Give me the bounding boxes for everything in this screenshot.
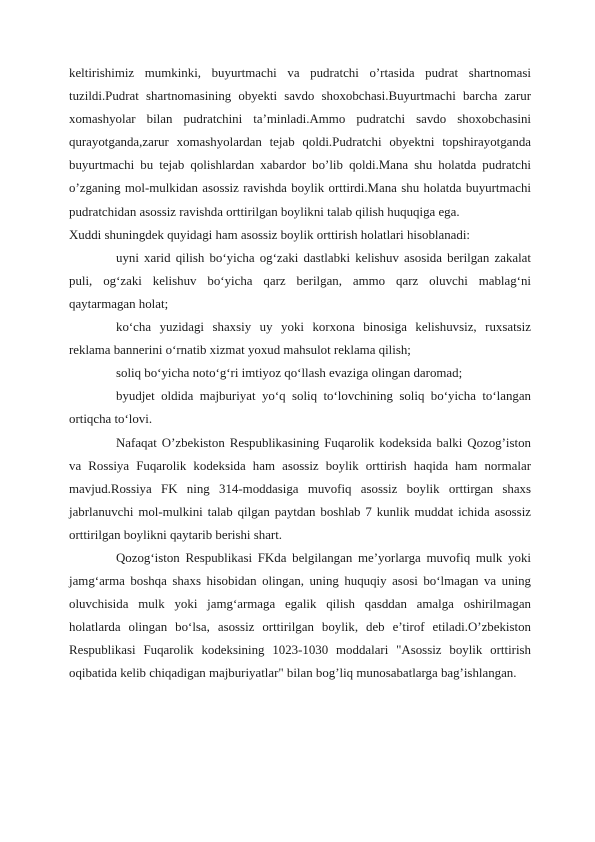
list-item-zakalat: uyni xarid qilish bo‘yicha og‘zaki dastlabki kelishuv asosida berilgan zakalat puli, og‘zaki kelishuv bo‘yicha qarz berilgan, ammo qarz oluvchi mablag‘ni qaytarmagan holat;	[69, 250, 531, 311]
paragraph-rossiya-fk: Nafaqat O’zbekiston Respublikasining Fuqarolik kodeksida balki Qozog’iston va Rossiya Fuqarolik kodeksida ham asossiz boylik orttirish haqida ham normalar mavjud.Rossiya FK ning 314-moddasiga muvofiq asossiz boylik orttirgan shaxs jabrlanuvchi mol-mulkini talab qilgan paytdan boshlab 7 kunlik muddat ichida asossiz orttirilgan boylikni qaytarib berishi shart.	[69, 435, 531, 542]
list-item-reklama: ko‘cha yuzidagi shaxsiy uy yoki korxona binosiga kelishuvsiz, ruxsatsiz reklama bannerini o‘rnatib xizmat yoxud mahsulot reklama qilish;	[69, 320, 531, 358]
document-page	[69, 62, 531, 686]
paragraph-qozogiston-fk: Qozog‘iston Respublikasi FKda belgilangan me’yorlarga muvofiq mulk yoki jamg‘arma boshqa shaxs hisobidan olingan, uning huquqiy asosi bo‘lmagan va uning oluvchisida mulk yoki jamg‘armaga egalik qilish qasddan amalga oshirilmagan holatlarda olingan bo‘lsa, asossiz orttirilgan boylik, deb e’tirof etiladi.O’zbekiston Respublikasi Fuqarolik kodeksining 1023-1030 moddalari "Asossiz boylik orttirish oqibatida kelib chiqadigan majburiyatlar" bilan bog’liq munosabatlarga bag’ishlangan.	[69, 550, 531, 681]
paragraph-list-intro: Xuddi shuningdek quyidagi ham asossiz boylik orttirish holatlari hisoblanadi:	[69, 227, 470, 242]
paragraph-pudrat-example: keltirishimiz mumkinki, buyurtmachi va pudratchi o’rtasida pudrat shartnomasi tuzildi.Pudrat shartnomasining obyekti savdo shoxobchasi.Buyurtmachi barcha zarur xomashyolar bilan pudratchini ta’minladi.Ammo pudratchi savdo shoxobchasini qurayotganda,zarur xomashyolardan tejab qoldi.Pudratchi obyektni topshirayotganda buyurtmachi bu tejab qolishlardan xabardor bo’lib qoldi.Mana shu holatda pudratchi o’zganing mol-mulkidan asossiz ravishda boylik orttirdi.Mana shu holatda buyurtmachi pudratchidan asossiz ravishda orttirilgan boylikni talab qilish huquqiga ega.	[69, 66, 531, 219]
list-item-ortiqcha-tolov: byudjet oldida majburiyat yo‘q soliq to‘lovchining soliq bo‘yicha to‘langan ortiqcha to‘lovi.	[69, 389, 531, 427]
list-item-soliq-imtiyoz: soliq bo‘yicha noto‘g‘ri imtiyoz qo‘llash evaziga olingan daromad;	[116, 366, 463, 381]
